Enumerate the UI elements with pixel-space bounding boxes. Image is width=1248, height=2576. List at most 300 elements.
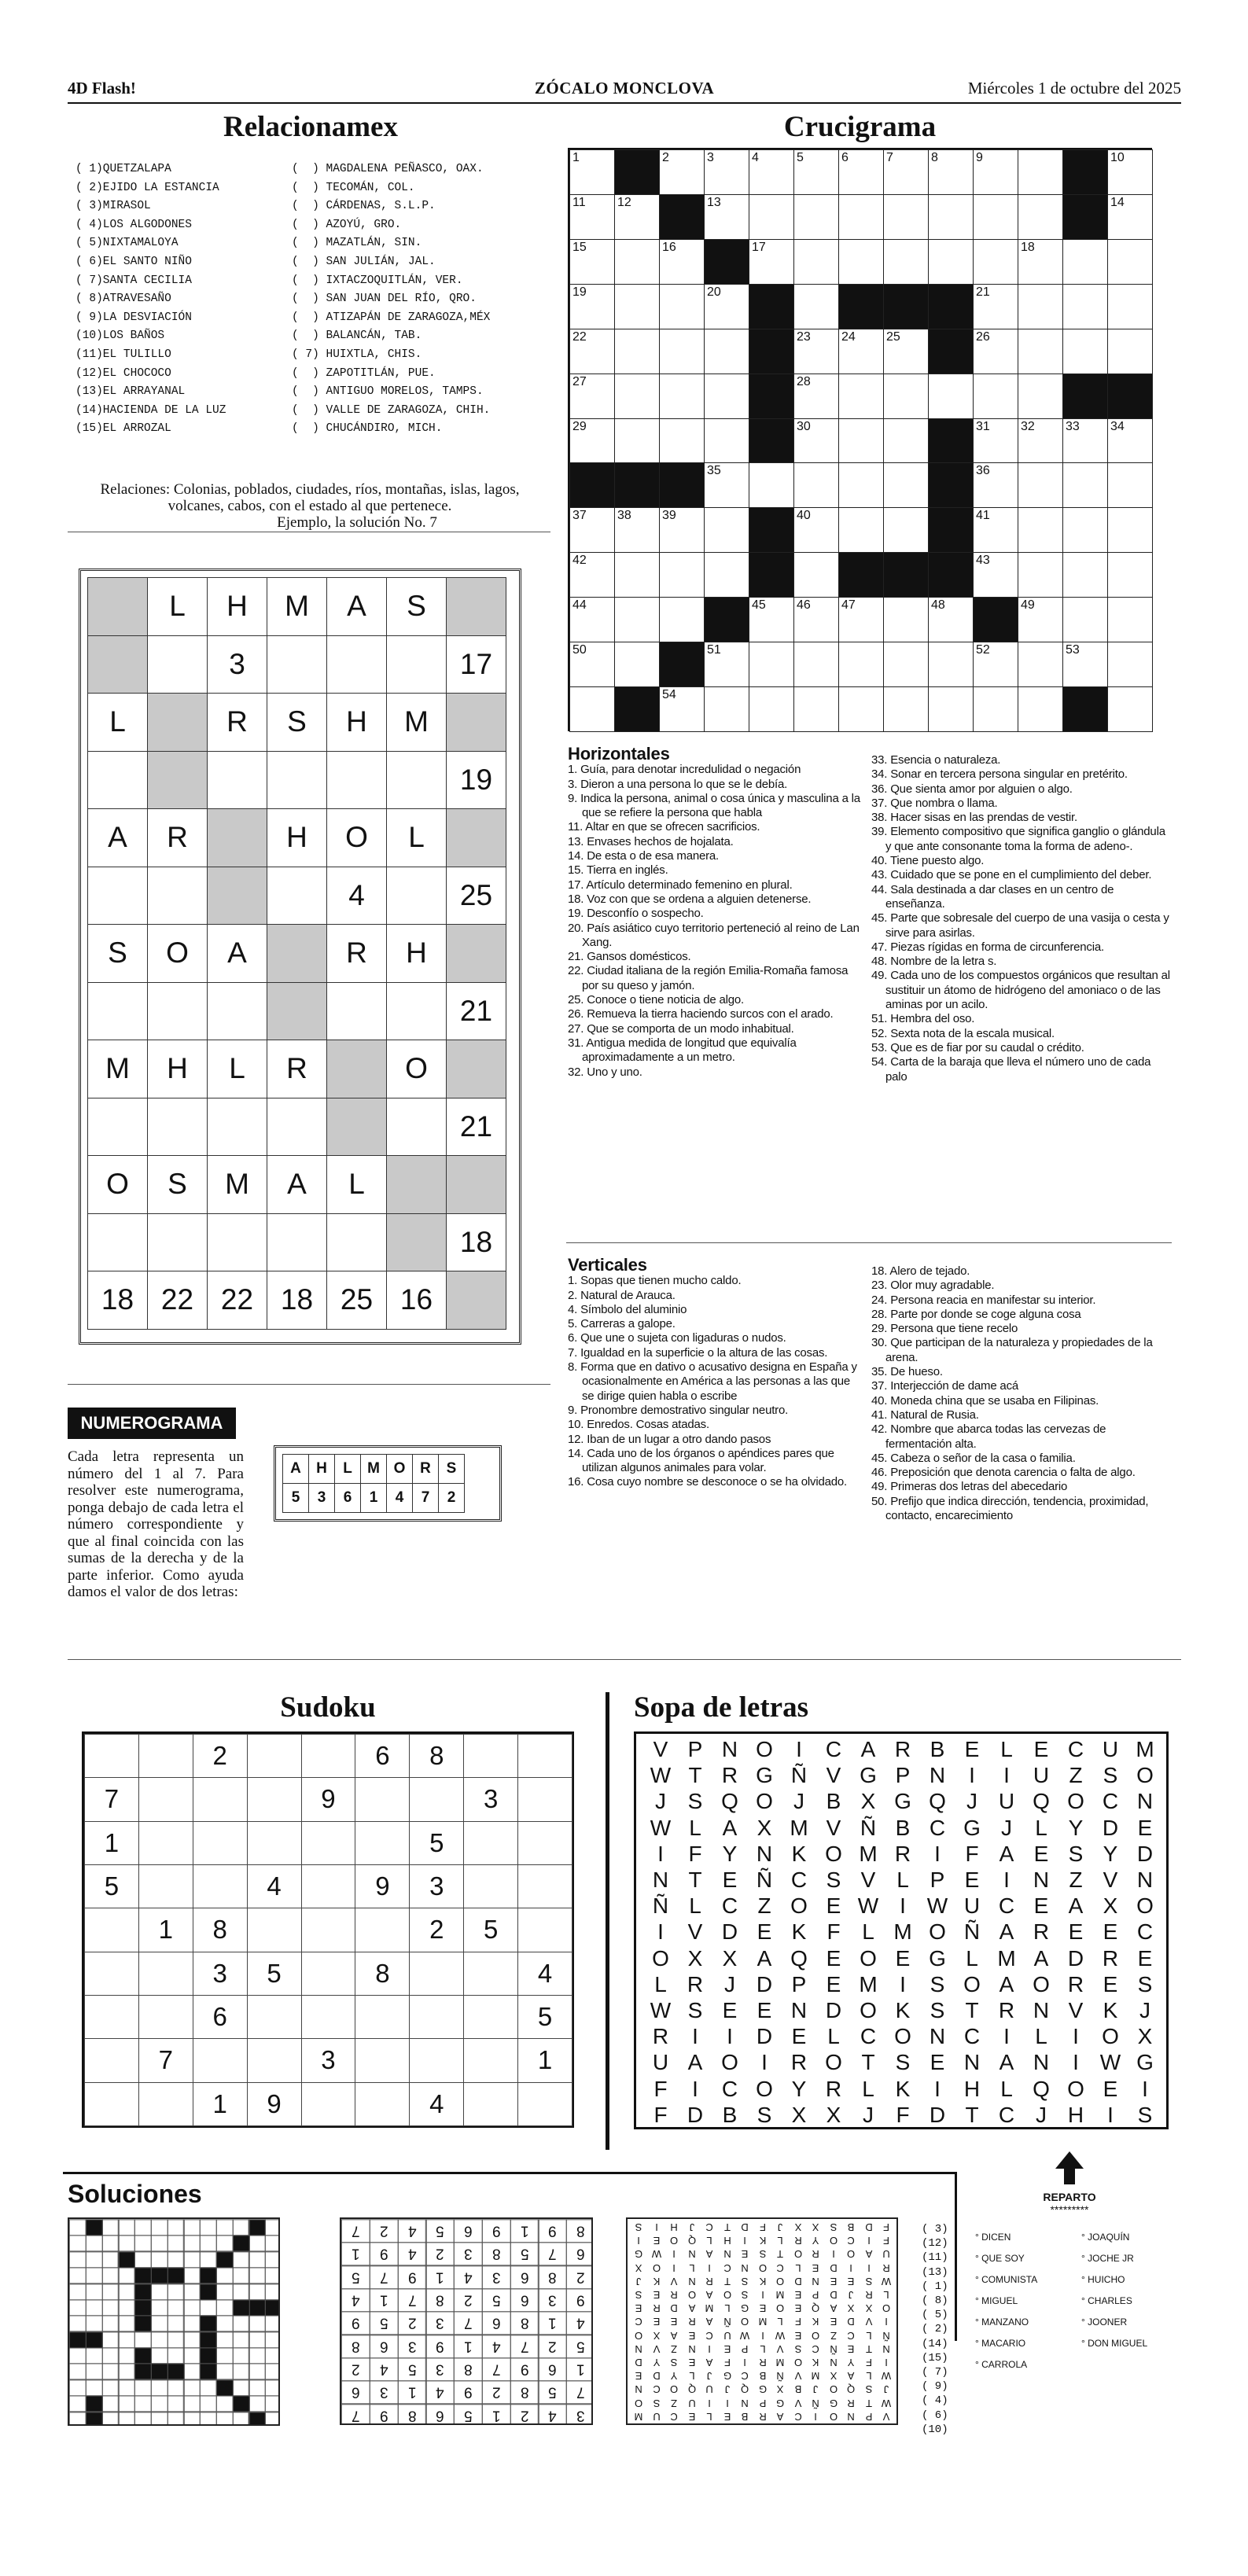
crossword-solution-cell <box>183 2251 201 2268</box>
word-search-solution-letter: E <box>847 2275 855 2287</box>
sudoku-cell: 4 <box>517 1952 572 1996</box>
word-search-letter: A <box>999 1971 1014 1996</box>
sudoku-solution-cell: 6 <box>510 2265 539 2289</box>
crossword-cell <box>838 462 884 508</box>
numerograma-cell <box>446 1271 506 1330</box>
crossword-cell <box>793 462 839 508</box>
sudoku-cell <box>301 1952 356 1996</box>
numerograma-cell: L <box>386 808 447 867</box>
word-search-letter: G <box>929 1945 946 1971</box>
numerograma-cell <box>326 751 387 810</box>
word-search-solution-letter: O <box>846 2248 856 2261</box>
word-search-solution-letter: N <box>687 2275 696 2287</box>
word-search-grid <box>634 1731 1169 2129</box>
crossword-solution-cell <box>233 2219 250 2236</box>
crossword-solution-cell <box>216 2412 234 2426</box>
crossword-solution-cell <box>118 2283 135 2300</box>
word-search-letter: E <box>930 2050 945 2075</box>
word-search-letter: A <box>999 2050 1014 2075</box>
clue-number: 45 <box>752 598 766 613</box>
sudoku-cell <box>355 2082 410 2126</box>
clue-number: 48 <box>931 598 945 613</box>
word-search-letter: F <box>653 2076 668 2101</box>
word-search-letter: O <box>1033 1971 1050 1996</box>
crossword-cell <box>569 686 615 732</box>
word-search-solution-letter: L <box>723 2302 731 2315</box>
clue: 49. Primeras dos letras del abecedario <box>871 1480 1068 1494</box>
word-search-letter: J <box>1001 1815 1012 1840</box>
crossword-cell <box>704 149 749 195</box>
crossword-solution-cell <box>168 2363 185 2379</box>
clue-number: 31 <box>976 419 990 433</box>
sudoku-solution-cell: 2 <box>425 2242 455 2265</box>
clue-number: 7 <box>886 151 893 164</box>
sudoku-title: Sudoku <box>280 1691 376 1724</box>
reparto-name: ° JOONER <box>1081 2317 1128 2328</box>
word-search-solution-letter: F <box>883 2221 889 2233</box>
word-search-solution-letter: J <box>724 2383 730 2396</box>
numerograma-cell <box>147 867 208 926</box>
sudoku-cell <box>463 1952 518 1996</box>
clue: 10. Enredos. Cosas atadas. <box>568 1418 709 1432</box>
word-search-letter: T <box>688 1868 702 1892</box>
sudoku-solution-cell: 8 <box>538 2265 567 2289</box>
sudoku-cell <box>247 1995 302 2039</box>
crossword-cell <box>1062 374 1108 419</box>
sudoku-cell <box>517 1777 572 1821</box>
crossword-cell <box>659 374 705 419</box>
word-search-letter: S <box>1137 2102 1153 2127</box>
word-search-letter: X <box>1103 1893 1118 1919</box>
sudoku-cell <box>84 1734 139 1778</box>
word-search-letter: D <box>825 1998 842 2022</box>
word-search-solution-letter: I <box>831 2248 835 2261</box>
crossword-cell <box>704 418 749 464</box>
word-search-letter: N <box>721 1737 738 1761</box>
word-search-solution-letter: Ñ <box>829 2342 838 2355</box>
crossword-solution-cell <box>216 2251 234 2268</box>
word-search-solution-letter: O <box>775 2302 785 2315</box>
word-search-solution-letter: G <box>775 2397 785 2409</box>
key-letter: O <box>387 1455 413 1484</box>
word-search-solution-letter: P <box>759 2397 766 2409</box>
word-search-letter: I <box>900 1971 906 1996</box>
sudoku-cell: 8 <box>355 1952 410 1996</box>
word-search-solution-letter: F <box>794 2316 801 2328</box>
word-search-solution-letter: F <box>759 2221 766 2233</box>
word-search-solution-letter: N <box>723 2248 731 2261</box>
word-search-letter: L <box>896 1868 909 1892</box>
word-search-letter: C <box>825 1737 842 1761</box>
word-search-letter: C <box>860 2024 877 2049</box>
relacionamex-place: (13)EL ARRAYANAL <box>75 385 186 399</box>
numerograma-cell <box>267 1098 327 1157</box>
word-search-letter: N <box>963 2050 981 2075</box>
crossword-cell <box>749 462 794 508</box>
numerograma-cell: 4 <box>326 867 387 926</box>
word-search-letter: Z <box>757 1893 771 1919</box>
clue: 46. Preposición que denota carencia o falta de algo. <box>871 1466 1136 1480</box>
clue: 43. Cuidado que se pone en el cumplimiento del deber. <box>871 868 1152 882</box>
clue: 4. Símbolo del aluminio <box>568 1302 687 1316</box>
word-search-solution-letter: M <box>758 2316 767 2328</box>
crossword-solution-cell <box>233 2235 250 2251</box>
word-search-letter: Y <box>1068 1815 1084 1840</box>
word-search-solution-letter: W <box>775 2329 786 2342</box>
word-search-solution-letter: D <box>635 2357 642 2368</box>
word-search-letter: Y <box>722 1841 738 1866</box>
word-search-solution-letter: J <box>883 2383 889 2396</box>
word-search-solution-letter: X <box>794 2221 801 2233</box>
word-search-solution-letter: L <box>794 2261 801 2274</box>
clue: 3. Dieron a una persona lo que se le debía. <box>568 777 788 791</box>
sudoku-solution-cell: 2 <box>510 2404 539 2425</box>
crossword-solution-cell <box>233 2379 250 2396</box>
crossword-cell <box>1062 642 1108 687</box>
word-search-letter: S <box>757 2102 772 2127</box>
crossword-cell <box>1018 194 1063 240</box>
key-value: 7 <box>413 1484 439 1513</box>
sudoku-solution-cell: 5 <box>454 2404 483 2425</box>
crossword-cell <box>659 552 705 598</box>
word-search-solution-letter: C <box>847 2235 855 2247</box>
sudoku-solution-cell: 9 <box>370 2242 399 2265</box>
sudoku-cell: 9 <box>301 1777 356 1821</box>
solution-number: ( 4) <box>922 2394 948 2408</box>
word-search-letter: R <box>894 1841 911 1866</box>
solution-number: (11) <box>922 2251 948 2265</box>
crossword-cell <box>569 552 615 598</box>
clue-number: 18 <box>1021 240 1035 254</box>
word-search-letter: K <box>1103 1998 1118 2022</box>
relacionamex-row <box>75 179 547 198</box>
word-search-letter: O <box>1067 1789 1084 1814</box>
clue: 24. Persona reacia en manifestar su interior. <box>871 1293 1096 1307</box>
word-search-solution-letter: C <box>670 2410 678 2423</box>
clue: 7. Igualdad en la superficie o la altura de las cosas. <box>568 1345 828 1360</box>
numerograma-cell <box>87 751 148 810</box>
crossword-solution-cell <box>86 2315 103 2331</box>
sudoku-solution-cell: 8 <box>341 2335 370 2358</box>
word-search-letter: W <box>926 1893 948 1919</box>
numerograma-cell <box>446 808 506 867</box>
crossword-cell <box>569 418 615 464</box>
word-search-solution-letter: J <box>777 2221 783 2233</box>
crossword-cell <box>1107 239 1153 285</box>
numerograma-cell: R <box>326 924 387 983</box>
crossword-cell <box>1107 507 1153 553</box>
numerograma-cell: R <box>147 808 208 867</box>
word-search-letter: E <box>826 1893 841 1919</box>
numerograma-cell <box>326 1213 387 1272</box>
word-search-solution-letter: T <box>723 2275 731 2287</box>
word-search-letter: R <box>1102 1945 1119 1971</box>
word-search-letter: M <box>893 1919 912 1945</box>
word-search-letter: O <box>894 2024 911 2049</box>
word-search-solution-letter: L <box>688 2370 695 2383</box>
crossword-cell <box>1062 686 1108 732</box>
word-search-letter: Z <box>1069 1763 1083 1788</box>
word-search-row <box>644 1816 1161 1841</box>
crossword-cell <box>973 239 1018 285</box>
word-search-solution-letter: C <box>705 2329 713 2342</box>
word-search-letter: I <box>1003 1868 1010 1892</box>
word-search-letter: C <box>963 2024 981 2049</box>
word-search-solution-letter: D <box>652 2370 661 2383</box>
word-search-solution-letter: B <box>759 2370 766 2383</box>
sudoku-cell: 4 <box>409 2082 464 2126</box>
word-search-letter: I <box>1142 2076 1148 2101</box>
word-search-solution-letter: J <box>706 2370 712 2383</box>
crossword-cell <box>928 284 974 329</box>
sudoku-cell <box>247 2038 302 2082</box>
word-search-solution-letter: Q <box>740 2383 749 2396</box>
word-search-solution-letter: V <box>794 2370 801 2383</box>
numerograma-cell <box>326 635 387 694</box>
word-search-letter: L <box>1000 1737 1013 1761</box>
crossword-solution-cell <box>265 2299 280 2316</box>
crossword-solution-cell <box>86 2219 103 2236</box>
crossword-cell <box>614 507 660 553</box>
word-search-solution-letter: E <box>830 2316 837 2328</box>
newspaper-name: ZÓCALO MONCLOVA <box>534 79 715 98</box>
sudoku-cell: 1 <box>193 2082 248 2126</box>
relacionamex-instructions: Relaciones: Colonias, poblados, ciudades, ríos, montañas, islas, lagos, volcanes, cabos, con el estado al que pertenece. <box>100 481 520 514</box>
clue: 9. Indica la persona, animal o cosa única y masculina a la que se refiere la persona que habla <box>568 791 860 820</box>
sudoku-solution-cell: 6 <box>370 2335 399 2358</box>
solution-number: (10) <box>922 2423 948 2436</box>
crossword-solution-thumbnail <box>68 2217 280 2426</box>
crossword-solution-cell <box>200 2219 217 2236</box>
sudoku-cell: 3 <box>463 1777 518 1821</box>
numerograma-cell <box>147 982 208 1041</box>
verticales-title: Verticales <box>568 1255 647 1275</box>
word-search-letter: C <box>721 1893 738 1919</box>
crossword-solution-cell <box>233 2283 250 2300</box>
word-search-letter: O <box>652 1945 669 1971</box>
word-search-letter: E <box>1033 1737 1049 1761</box>
sudoku-cell <box>355 1908 410 1952</box>
clue-number: 14 <box>1110 195 1125 209</box>
numerograma-cell <box>386 1098 447 1157</box>
word-search-solution-letter: O <box>652 2261 661 2274</box>
clue: 29. Persona que tiene recelo <box>871 1322 1018 1336</box>
crossword-solution-cell <box>69 2331 87 2348</box>
word-search-letter: J <box>724 1971 735 1996</box>
crossword-cell <box>1107 642 1153 687</box>
word-search-letter: Ñ <box>756 1868 773 1892</box>
crossword-cell <box>928 462 974 508</box>
key-value: 4 <box>387 1484 413 1513</box>
divider <box>68 1384 550 1385</box>
horizontales-col-a <box>568 744 860 1080</box>
numerograma-cell <box>87 1213 148 1272</box>
word-search-solution-letter: D <box>741 2221 749 2233</box>
crossword-cell <box>793 642 839 687</box>
word-search-solution-letter: E <box>741 2248 749 2261</box>
crossword-cell <box>838 507 884 553</box>
crossword-solution-cell <box>183 2395 201 2412</box>
word-search-letter: W <box>650 1763 672 1788</box>
crossword-cell <box>883 374 929 419</box>
crossword-solution-cell <box>69 2412 87 2426</box>
relacionamex-state: ( ) ATIZAPÁN DE ZARAGOZA,MÉX <box>292 311 491 324</box>
clue: 17. Artículo determinado femenino en plural. <box>568 878 793 892</box>
crossword-solution-cell <box>118 2412 135 2426</box>
key-letter: S <box>439 1455 465 1484</box>
word-search-solution-letter: S <box>865 2275 872 2287</box>
crossword-solution-cell <box>183 2219 201 2236</box>
clue-number: 2 <box>662 151 669 164</box>
word-search-solution-letter: L <box>706 2410 712 2423</box>
reparto-name: ° MANZANO <box>975 2317 1029 2328</box>
crossword-solution-cell <box>216 2219 234 2236</box>
numerograma-cell <box>267 867 327 926</box>
crossword-cell <box>749 194 794 240</box>
word-search-letter: L <box>1035 2024 1047 2049</box>
numerograma-cell: O <box>147 924 208 983</box>
word-search-letter: U <box>1102 1737 1119 1761</box>
relacionamex-row <box>75 272 547 291</box>
word-search-solution-letter: S <box>670 2357 678 2368</box>
crossword-solution-cell <box>102 2299 120 2316</box>
crossword-solution-cell <box>168 2331 185 2348</box>
numerograma-cell: S <box>267 693 327 752</box>
word-search-letter: J <box>1036 2102 1047 2127</box>
word-search-solution-letter: V <box>794 2397 801 2409</box>
word-search-letter: S <box>687 1789 703 1814</box>
crossword-solution-cell <box>151 2379 168 2396</box>
sudoku-solution-cell: 7 <box>341 2219 370 2243</box>
sudoku-solution-cell: 4 <box>398 2242 427 2265</box>
word-search-solution-letter: Y <box>847 2357 855 2368</box>
reparto-name: ° MACARIO <box>975 2338 1026 2349</box>
crossword-cell <box>704 642 749 687</box>
word-search-letter: E <box>1068 1919 1084 1945</box>
word-search-letter: B <box>722 2102 738 2127</box>
word-search-letter: E <box>1103 2076 1118 2101</box>
crossword-cell <box>749 329 794 374</box>
crossword-solution-cell <box>183 2267 201 2283</box>
word-search-letter: K <box>791 1841 807 1866</box>
word-search-letter: M <box>790 1815 808 1840</box>
word-search-solution-letter: Z <box>671 2397 677 2409</box>
word-search-letter: A <box>999 1919 1014 1945</box>
word-search-letter: I <box>692 2076 698 2101</box>
crossword-grid <box>568 148 1152 731</box>
relacionamex-place: ( 7)SANTA CECILIA <box>75 274 192 287</box>
relacionamex-row <box>75 197 547 216</box>
sudoku-solution-cell: 5 <box>566 2335 593 2358</box>
crossword-cell <box>793 149 839 195</box>
sudoku-solution-cell: 1 <box>538 2311 567 2335</box>
numerograma-cell <box>87 1098 148 1157</box>
word-search-solution-letter: I <box>708 2342 711 2355</box>
word-search-solution-letter: R <box>847 2397 855 2409</box>
clue: 26. Remueva la tierra haciendo surcos con el arado. <box>568 1007 834 1021</box>
sudoku-solution-cell: 2 <box>566 2265 593 2289</box>
word-search-solution-letter: W <box>651 2248 661 2261</box>
numerograma-cell: 19 <box>446 751 506 810</box>
clue-number: 43 <box>976 554 990 568</box>
word-search-letter: J <box>966 1789 977 1814</box>
relacionamex-list <box>75 160 547 439</box>
numerograma-cell <box>87 982 148 1041</box>
crossword-solution-cell <box>134 2219 152 2236</box>
word-search-solution-letter: E <box>688 2357 695 2368</box>
word-search-row <box>644 1842 1161 1867</box>
crossword-cell <box>1107 462 1153 508</box>
word-search-letter: W <box>650 1998 672 2022</box>
crossword-cell <box>838 329 884 374</box>
numerograma-cell: A <box>87 808 148 867</box>
word-search-letter: E <box>895 1945 911 1971</box>
sudoku-cell <box>463 1864 518 1908</box>
word-search-letter: T <box>965 1998 979 2022</box>
clue: 37. Que nombra o llama. <box>871 796 998 810</box>
word-search-letter: M <box>859 1971 878 1996</box>
word-search-letter: V <box>826 1763 841 1788</box>
crossword-solution-cell <box>134 2363 152 2379</box>
crossword-solution-cell <box>183 2363 201 2379</box>
crossword-cell <box>614 194 660 240</box>
crossword-cell <box>569 239 615 285</box>
word-search-solution-letter: E <box>688 2329 695 2342</box>
numerograma-cell: R <box>267 1040 327 1098</box>
divider <box>566 1242 1172 1243</box>
relacionamex-row <box>75 290 547 309</box>
word-search-solution-letter: R <box>864 2289 873 2301</box>
word-search-solution-letter: A <box>776 2410 784 2423</box>
crossword-cell <box>928 149 974 195</box>
word-search-letter: Ñ <box>790 1763 808 1788</box>
crossword-cell <box>1018 552 1063 598</box>
crossword-cell <box>928 239 974 285</box>
crossword-cell <box>569 642 615 687</box>
word-search-letter: O <box>756 1789 773 1814</box>
clue: 9. Pronombre demostrativo singular neutro. <box>568 1403 789 1417</box>
word-search-letter: X <box>860 1789 876 1814</box>
word-search-letter: L <box>862 2076 874 2101</box>
word-search-letter: X <box>687 1945 703 1971</box>
numerograma-cell <box>446 693 506 752</box>
word-search-solution-letter: Ñ <box>723 2316 731 2328</box>
word-search-letter: F <box>653 2102 668 2127</box>
word-search-letter: I <box>1107 2102 1114 2127</box>
clue-number: 54 <box>662 688 676 702</box>
clue: 32. Uno y uno. <box>568 1065 642 1079</box>
sudoku-cell <box>193 1821 248 1865</box>
word-search-letter: Q <box>721 1789 738 1814</box>
sudoku-solution-cell: 6 <box>482 2311 511 2335</box>
sudoku-cell <box>355 1821 410 1865</box>
word-search-row <box>644 1789 1161 1814</box>
sudoku-cell <box>247 1908 302 1952</box>
crossword-cell <box>838 552 884 598</box>
crossword-solution-cell <box>200 2283 217 2300</box>
sudoku-cell: 5 <box>84 1864 139 1908</box>
crossword-solution-cell <box>102 2347 120 2364</box>
word-search-letter: K <box>791 1919 807 1945</box>
reparto-stars: ********* <box>1050 2203 1089 2216</box>
crossword-solution-cell <box>102 2251 120 2268</box>
word-search-letter: Ñ <box>963 1919 981 1945</box>
word-search-letter: M <box>859 1841 878 1866</box>
sudoku-cell <box>463 1821 518 1865</box>
crossword-cell <box>838 284 884 329</box>
sudoku-solution-cell: 1 <box>566 2357 593 2381</box>
word-search-letter: N <box>1033 1868 1050 1892</box>
